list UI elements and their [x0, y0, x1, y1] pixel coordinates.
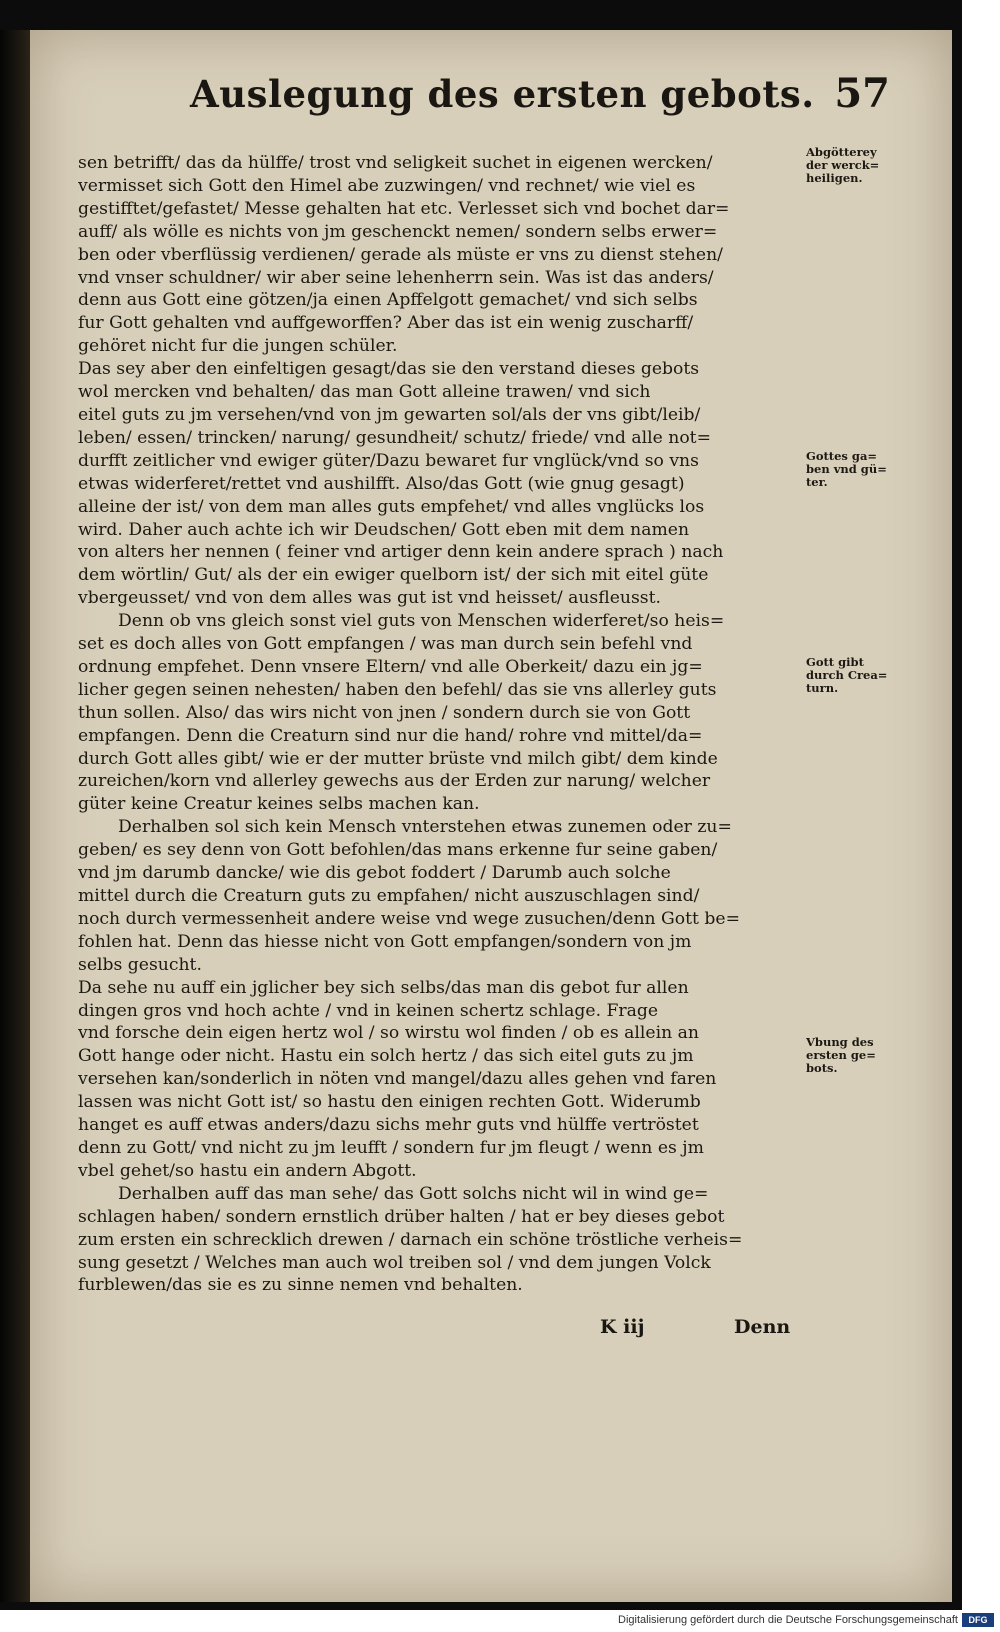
text-line: gestifftet/gefastet/ Messe gehalten hat etc. Verlesset sich vnd bochet dar=	[78, 198, 730, 219]
margin-note-gott-gibt	[806, 656, 906, 695]
text-line: sen betrifft/ das da hülffe/ trost vnd seligkeit suchet in eigenen wercken/	[78, 153, 713, 173]
text-line: güter keine Creatur keines selbs machen kan.	[78, 794, 480, 815]
running-header	[190, 72, 890, 132]
text-line: denn zu Gott/ vnd nicht zu jm leufft / sondern fur jm fleugt / wenn es jm	[78, 1137, 704, 1158]
funding-credit: Digitalisierung gefördert durch die Deutsche Forschungsgemeinschaft	[618, 1614, 958, 1626]
margin-note-line: turn.	[806, 681, 839, 695]
margin-note-line: heiligen.	[806, 171, 863, 185]
text-line: ben oder vberflüssig verdienen/ gerade als müste er vns zu dienst stehen/	[78, 244, 723, 265]
margin-note-line: durch Crea=	[806, 668, 888, 682]
text-line: versehen kan/sonderlich in nöten vnd mangel/dazu alles gehen vnd faren	[78, 1069, 717, 1090]
text-line: denn aus Gott eine götzen/ja einen Apffelgott gemachet/ vnd sich selbs	[78, 290, 698, 311]
text-line: vnd jm darumb dancke/ wie dis gebot foddert / Darumb auch solche	[78, 863, 671, 884]
text-line: auff/ als wölle es nichts von jm geschenckt nemen/ sondern selbs erwer=	[78, 221, 718, 242]
text-line: durfft zeitlicher vnd ewiger güter/Dazu bewaret fur vnglück/vnd so vns	[78, 450, 699, 471]
text-line: sung gesetzt / Welches man auch wol treiben sol / vnd dem jungen Volck	[78, 1252, 711, 1273]
text-line: schlagen haben/ sondern ernstlich drüber halten / hat er bey dieses gebot	[78, 1206, 725, 1227]
text-line: mittel durch die Creaturn guts zu empfahen/ nicht auszuschlagen sind/	[78, 886, 700, 906]
text-line: von alters her nennen ( feiner vnd artiger denn kein andere sprach ) nach	[78, 542, 724, 563]
digitization-footer	[0, 1610, 1000, 1632]
text-line: thun sollen. Also/ das wirs nicht von jnen / sondern durch sie von Gott	[78, 702, 691, 723]
text-line: empfangen. Denn die Creaturn sind nur die hand/ rohre vnd mittel/da=	[78, 725, 703, 746]
text-line: dem wörtlin/ Gut/ als der ein ewiger quelborn ist/ der sich mit eitel güte	[78, 565, 709, 586]
text-line: hanget es auff etwas anders/dazu sichs mehr guts vnd hülffe vertröstet	[78, 1115, 699, 1136]
text-line: wird. Daher auch achte ich wir Deudschen/ Gott eben mit dem namen	[78, 519, 690, 540]
text-line: furblewen/das sie es zu sinne nemen vnd behalten.	[78, 1275, 523, 1296]
text-line: set es doch alles von Gott empfangen / was man durch sein befehl vnd	[78, 634, 693, 655]
text-line: vbel gehet/so hastu ein andern Abgott.	[78, 1160, 417, 1181]
margin-note-vbung	[806, 1036, 906, 1075]
text-line: Derhalben sol sich kein Mensch vnterstehen etwas zunemen oder zu=	[118, 817, 732, 838]
text-line: zureichen/korn vnd allerley gewechs aus der Erden zur narung/ welcher	[78, 771, 711, 792]
text-line: Da sehe nu auff ein jglicher bey sich selbs/das man dis gebot fur allen	[78, 977, 689, 998]
text-line: wol mercken vnd behalten/ das man Gott alleine trawen/ vnd sich	[78, 382, 651, 403]
text-line: vnd vnser schuldner/ wir aber seine lehenherrn sein. Was ist das anders/	[78, 267, 714, 288]
margin-note-abgoetterey	[806, 146, 906, 185]
text-line: vbergeusset/ vnd von dem alles was gut ist vnd heisset/ ausfleusst.	[78, 588, 661, 609]
margin-note-line: Gott gibt	[806, 655, 864, 669]
page-gutter-shadow	[0, 30, 30, 1602]
margin-note-line: der werck=	[806, 158, 880, 172]
margin-note-line: ter.	[806, 475, 828, 489]
text-line: vnd forsche dein eigen hertz wol / so wirstu wol finden / ob es allein an	[78, 1023, 699, 1044]
signature-mark: K iij	[600, 1316, 645, 1338]
text-line: alleine der ist/ von dem man alles guts empfehet/ vnd alles vnglücks los	[78, 496, 705, 517]
running-title: Auslegung des ersten gebots.	[190, 72, 815, 116]
margin-note-line: Gottes ga=	[806, 449, 878, 463]
text-line: Denn ob vns gleich sonst viel guts von Menschen widerferet/so heis=	[118, 611, 725, 632]
text-line: fohlen hat. Denn das hiesse nicht von Gott empfangen/sondern von jm	[78, 931, 692, 952]
main-text-block	[78, 152, 808, 1297]
text-line: leben/ essen/ trincken/ narung/ gesundheit/ schutz/ friede/ vnd alle not=	[78, 427, 711, 448]
margin-note-line: bots.	[806, 1061, 838, 1075]
catchword: Denn	[734, 1316, 791, 1338]
margin-note-gottes-gaben	[806, 450, 906, 489]
text-line: fur Gott gehalten vnd auffgeworffen? Aber das ist ein wenig zuscharff/	[78, 313, 694, 334]
margin-notes	[806, 0, 906, 1400]
folio-number: 57	[834, 70, 890, 117]
text-line: vermisset sich Gott den Himel abe zuzwingen/ vnd rechnet/ wie viel es	[78, 175, 696, 196]
margin-note-line: ersten ge=	[806, 1048, 876, 1062]
margin-note-line: Abgötterey	[806, 145, 877, 159]
text-line: geben/ es sey denn von Gott befohlen/das mans erkenne fur seine gaben/	[78, 840, 718, 861]
dfg-logo: DFG	[962, 1613, 994, 1627]
text-line: lassen was nicht Gott ist/ so hastu den einigen rechten Gott. Widerumb	[78, 1092, 701, 1113]
text-line: gehöret nicht fur die jungen schüler.	[78, 336, 398, 357]
text-line: durch Gott alles gibt/ wie er der mutter brüste vnd milch gibt/ dem kinde	[78, 748, 718, 769]
text-line: ordnung empfehet. Denn vnsere Eltern/ vnd alle Oberkeit/ dazu ein jg=	[78, 656, 703, 677]
text-line: dingen gros vnd hoch achte / vnd in keinen schertz schlage. Frage	[78, 1000, 659, 1021]
margin-note-line: ben vnd gü=	[806, 462, 887, 476]
margin-note-line: Vbung des	[806, 1035, 874, 1049]
text-line: zum ersten ein schrecklich drewen / darnach ein schöne tröstliche verheis=	[78, 1229, 743, 1250]
text-line: etwas widerferet/rettet vnd aushilfft. Also/das Gott (wie gnug gesagt)	[78, 473, 685, 494]
text-line: Das sey aber den einfeltigen gesagt/das sie den verstand dieses gebots	[78, 359, 700, 380]
text-line: eitel guts zu jm versehen/vnd von jm gewarten sol/als der vns gibt/leib/	[78, 404, 701, 425]
text-line: licher gegen seinen nehesten/ haben den befehl/ das sie vns allerley guts	[78, 679, 717, 700]
text-line: selbs gesucht.	[78, 954, 202, 975]
text-line: Gott hange oder nicht. Hastu ein solch hertz / das sich eitel guts zu jm	[78, 1046, 694, 1067]
text-line: noch durch vermessenheit andere weise vnd wege zusuchen/denn Gott be=	[78, 908, 740, 929]
text-line: Derhalben auff das man sehe/ das Gott solchs nicht wil in wind ge=	[118, 1183, 709, 1204]
